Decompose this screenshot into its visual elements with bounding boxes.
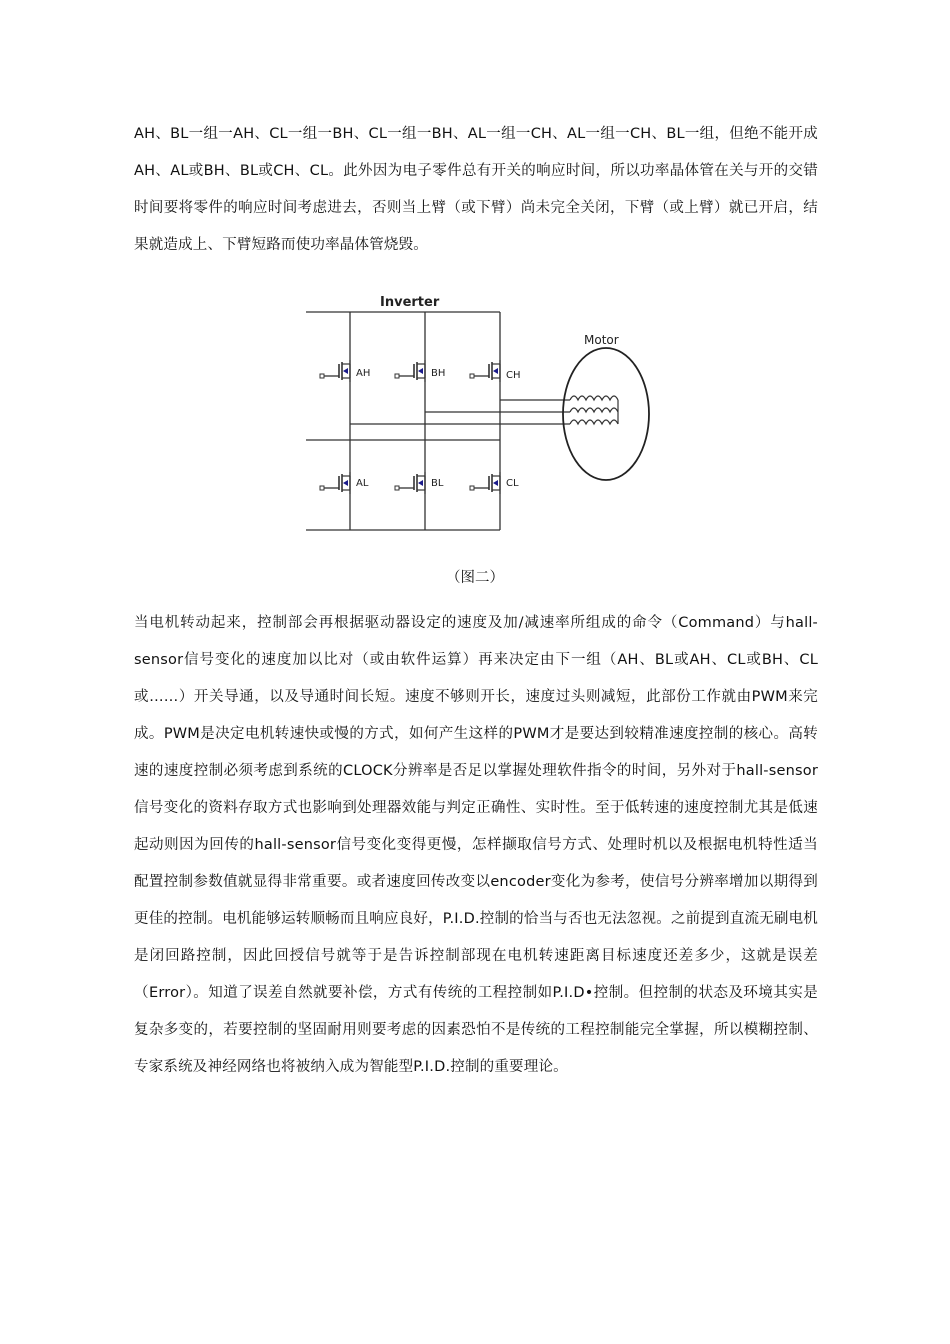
motor-windings-icon [570, 396, 618, 424]
switch-ch [470, 360, 521, 382]
switch-al-label: AL [356, 478, 369, 489]
switch-ah-label: AH [356, 368, 371, 379]
switch-cl-label: CL [506, 478, 519, 489]
figure-caption: （图二） [446, 570, 504, 586]
switch-bl-label: BL [431, 478, 444, 489]
motor-label: Motor [584, 333, 619, 347]
paragraph-switching-sequence: AH、BL一组一AH、CL一组一BH、CL一组一BH、AL一组一CH、AL一组一CH、BL一组，但绝不能开成AH、AL或BH、BL或CH、CL。此外因为电子零件总有开关的响应时间，所以功率晶体管在关与开的交错时间要将零件的响应时间考虑进去，否则当上臂（或下臂）尚未完全关闭，下臂（或上臂）就已开启，结果就造成上、下臂短路而使功率晶体管烧毁。 [134, 126, 818, 253]
paragraph-speed-control: 当电机转动起来，控制部会再根据驱动器设定的速度及加/减速率所组成的命令（Command）与hall-sensor信号变化的速度加以比对（或由软件运算）再来决定由下一组（AH、BL或AH、CL或BH、CL或……）开关导通，以及导通时间长短。速度不够则开长，速度过头则减短，此部份工作就由PWM来完成。PWM是决定电机转速快或慢的方式，如何产生这样的PWM才是要达到较精准速度控制的核心。高转速的速度控制必须考虑到系统的CLOCK分辨率是否足以掌握处理软件指令的时间，另外对于hall-sensor信号变化的资料存取方式也影响到处理器效能与判定正确性、实时性。至于低转速的速度控制尤其是低速起动则因为回传的hall-sensor信号变化变得更慢，怎样撷取信号方式、处理时机以及根据电机特性适当配置控制参数值就显得非常重要。或者速度回传改变以encoder变化为参考，使信号分辨率增加以期得到更佳的控制。电机能够运转顺畅而且响应良好，P.I.D.控制的恰当与否也无法忽视。之前提到直流无刷电机是闭回路控制，因此回授信号就等于是告诉控制部现在电机转速距离目标速度还差多少，这就是误差（Error）。知道了误差自然就要补偿，方式有传统的工程控制如P.I.D•控制。但控制的状态及环境其实是复杂多变的，若要控制的坚固耐用则要考虑的因素恐怕不是传统的工程控制能完全掌握，所以模糊控制、专家系统及神经网络也将被纳入成为智能型P.I.D.控制的重要理论。 [134, 615, 818, 1075]
switch-ch-label: CH [506, 370, 521, 381]
switch-bl [395, 472, 444, 494]
switch-bh [395, 360, 445, 382]
switch-cl [470, 472, 519, 494]
inverter-title: Inverter [380, 295, 440, 310]
inverter-motor-diagram [300, 288, 660, 538]
switch-ah [320, 360, 370, 382]
switch-al [320, 472, 369, 494]
motor [563, 333, 649, 480]
switch-bh-label: BH [431, 368, 446, 379]
